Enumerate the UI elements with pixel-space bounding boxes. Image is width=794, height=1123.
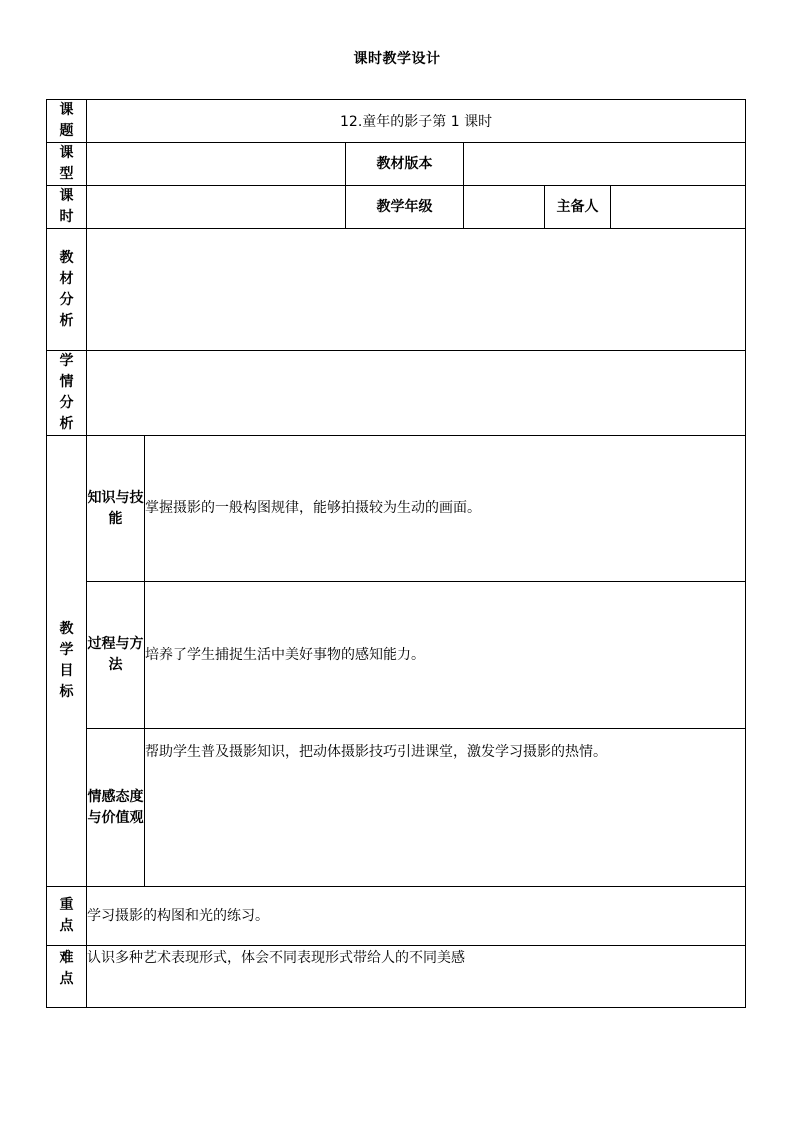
key-points-value: 学习摄影的构图和光的练习。 (87, 907, 269, 924)
hours-label-cell (47, 186, 87, 229)
process-value-cell (145, 582, 746, 729)
type-value-cell (87, 143, 346, 186)
topic-value-cell (87, 100, 746, 143)
preparer-label-cell (545, 186, 611, 229)
students-value-cell (87, 351, 746, 436)
knowledge-label-cell (87, 436, 145, 582)
hours-value-cell (87, 186, 346, 229)
material-value-cell (87, 229, 746, 351)
difficulties-label-cell (47, 946, 87, 1008)
material-label-cell (47, 229, 87, 351)
preparer-value-cell (611, 186, 746, 229)
emotion-values-label: 情感态度与价值观 (87, 788, 144, 826)
topic-label-cell (47, 100, 87, 143)
material-analysis-label: 教材分析 (59, 249, 74, 329)
grade-label: 教学年级 (376, 198, 433, 215)
process-methods-value: 培养了学生捕捉生活中美好事物的感知能力。 (145, 646, 425, 663)
students-label-cell (47, 351, 87, 436)
student-analysis-label: 学情分析 (59, 353, 74, 432)
difficulties-label: 难点 (59, 950, 74, 987)
type-row (47, 143, 746, 186)
hours-label: 课时 (59, 188, 74, 225)
grade-value-cell (464, 186, 545, 229)
emotion-values-value: 帮助学生普及摄影知识，把动体摄影技巧引进课堂，激发学习摄影的热情。 (145, 744, 607, 760)
key-points-label: 重点 (59, 897, 74, 934)
material-analysis-row (47, 229, 746, 351)
emotion-label-cell (87, 729, 145, 887)
topic-row (47, 100, 746, 143)
key-points-label-cell (47, 887, 87, 946)
process-methods-label: 过程与方法 (87, 636, 144, 673)
emotion-value-cell (145, 729, 746, 887)
student-analysis-row (47, 351, 746, 436)
preparer-label: 主备人 (556, 198, 599, 215)
teaching-goals-label: 教学目标 (59, 621, 74, 700)
hours-row (47, 186, 746, 229)
edition-label-cell (346, 143, 464, 186)
edition-label: 教材版本 (376, 155, 433, 172)
difficulties-value: 认识多种艺术表现形式，体会不同表现形式带给人的不同美感 (87, 950, 465, 966)
knowledge-skills-value: 掌握摄影的一般构图规律，能够拍摄较为生动的画面。 (145, 500, 481, 516)
process-label-cell (87, 582, 145, 729)
document-title: 课时教学设计 (353, 51, 441, 67)
topic-label: 课题 (59, 102, 74, 139)
knowledge-skills-label: 知识与技能 (87, 489, 144, 527)
goals-label-cell (47, 436, 87, 887)
type-label-cell (47, 143, 87, 186)
edition-value-cell (464, 143, 746, 186)
difficulties-value-cell (87, 946, 746, 1008)
lesson-plan-table (46, 99, 746, 1008)
key-points-row (47, 887, 746, 946)
topic-value: 12.童年的影子第 1 课时 (340, 114, 493, 130)
difficulties-row (47, 946, 746, 1008)
goal-knowledge-row (47, 436, 746, 582)
type-label: 课型 (59, 145, 74, 182)
goal-emotion-row (47, 729, 746, 887)
goal-process-row (47, 582, 746, 729)
knowledge-value-cell (145, 436, 746, 582)
key-points-value-cell (87, 887, 746, 946)
grade-label-cell (346, 186, 464, 229)
